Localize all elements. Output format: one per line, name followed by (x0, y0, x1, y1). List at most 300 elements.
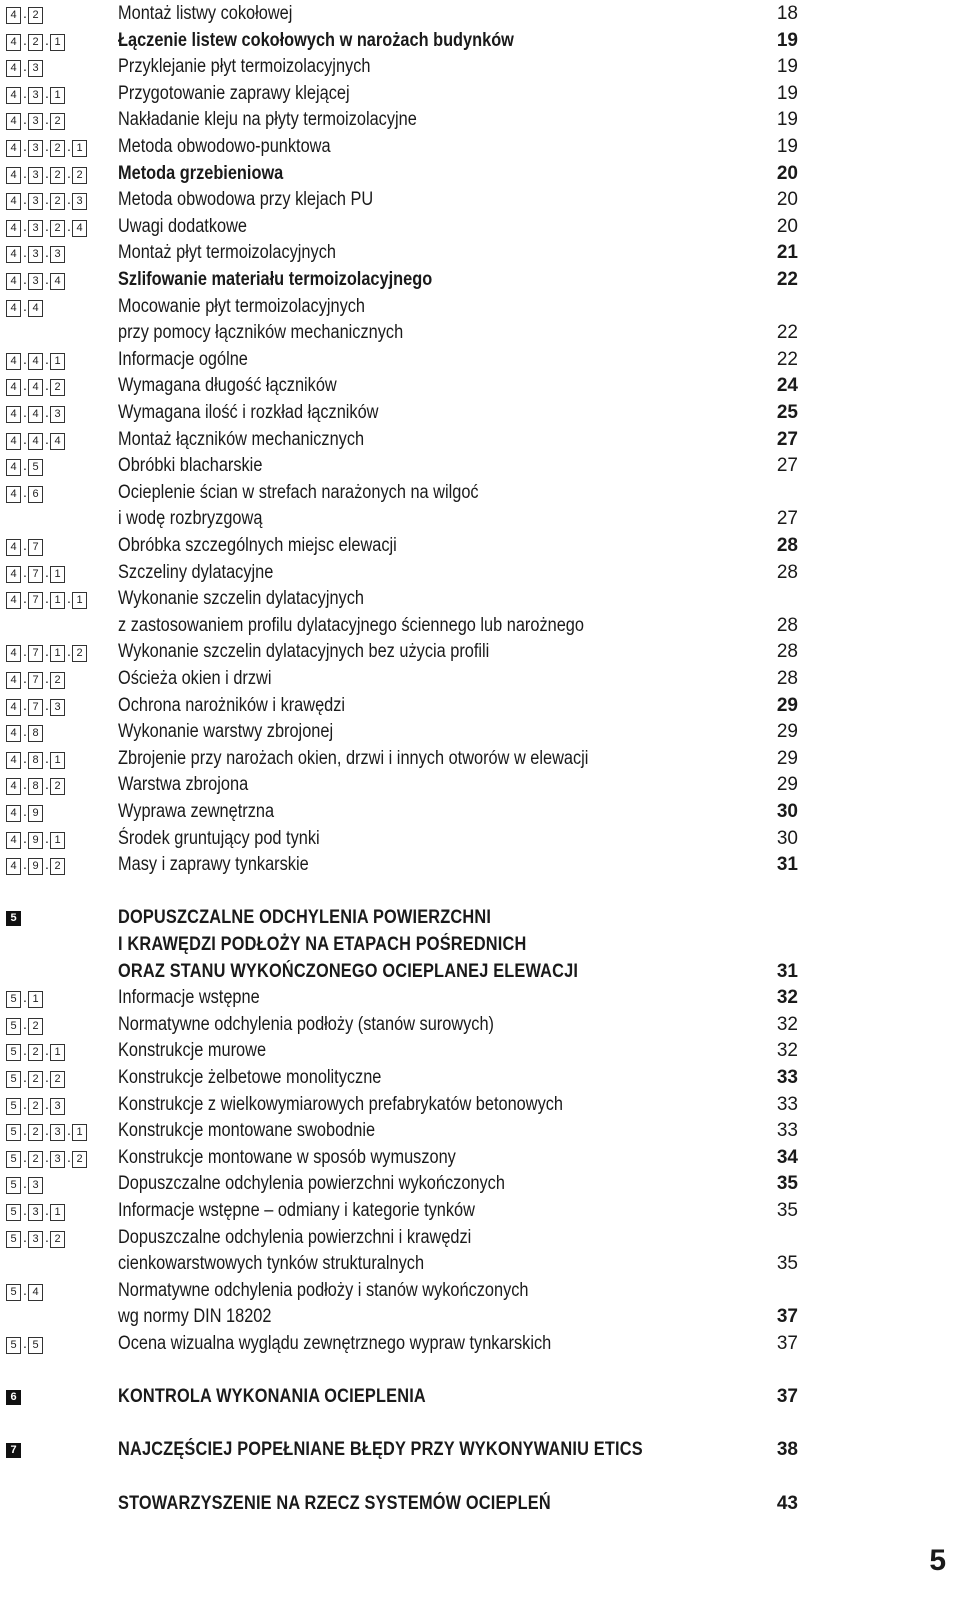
toc-number-digit: 2 (28, 1151, 43, 1168)
toc-number: 4 . 3 . 2 . 2 (6, 160, 88, 188)
toc-title: Informacje wstępne (118, 987, 260, 1008)
toc-number-digit: 7 (28, 672, 43, 689)
toc-number: 5 . 2 . 3 (6, 1091, 66, 1119)
toc-row (0, 1224, 960, 1251)
toc-number-digit: 5 (6, 1231, 21, 1248)
toc-page: 38 (776, 1439, 798, 1460)
toc-page: 32 (776, 1040, 798, 1061)
toc-row (0, 160, 960, 187)
toc-number-digit: 4 (6, 486, 21, 503)
toc-number-digit: 1 (50, 752, 65, 769)
toc-page: 28 (776, 562, 798, 583)
toc-number-digit: 2 (50, 1071, 65, 1088)
toc-title: Nakładanie kleju na płyty termoizolacyjne (118, 109, 417, 130)
toc-title: Normatywne odchylenia podłoży (stanów surowych) (118, 1014, 494, 1035)
toc-row (0, 479, 960, 506)
toc-number-digit: 2 (28, 1044, 43, 1061)
toc-number-digit: 5 (6, 1044, 21, 1061)
toc-page: 29 (776, 748, 798, 769)
toc-number-digit: 2 (72, 167, 87, 184)
toc-row (0, 1197, 960, 1224)
toc-title: Mocowanie płyt termoizolacyjnych (118, 296, 366, 317)
toc-number-digit: 3 (28, 246, 43, 263)
toc-row (0, 1330, 960, 1357)
toc-number-digit: 4 (6, 246, 21, 263)
toc-number-digit: 2 (50, 858, 65, 875)
toc-row (0, 559, 960, 586)
toc-number-digit: 5 (6, 1204, 21, 1221)
toc-page: 22 (776, 322, 798, 343)
toc-number-digit: 1 (50, 1044, 65, 1061)
toc-row (0, 372, 960, 399)
toc-number: 4 . 4 . 3 (6, 399, 66, 427)
toc-number: 4 . 3 . 2 . 3 (6, 186, 88, 214)
toc-title: Szlifowanie materiału termoizolacyjnego (118, 269, 433, 290)
toc-number-digit: 2 (28, 7, 43, 24)
toc-number-digit: 9 (28, 805, 43, 822)
toc-number-digit: 1 (50, 592, 65, 609)
toc-title: Informacje wstępne – odmiany i kategorie tynków (118, 1200, 475, 1221)
toc-row (0, 1250, 960, 1277)
toc-number-digit: 2 (50, 379, 65, 396)
toc-number-digit: 3 (28, 60, 43, 77)
toc-page: 19 (776, 56, 798, 77)
toc-title: Dopuszczalne odchylenia powierzchni wykończonych (118, 1173, 505, 1194)
toc-row (0, 239, 960, 266)
toc-page: 28 (776, 668, 798, 689)
toc-number-digit: 8 (28, 725, 43, 742)
toc-number-digit: 3 (50, 699, 65, 716)
toc-number-digit: 4 (6, 34, 21, 51)
toc-number: 4 . 7 . 3 (6, 692, 66, 720)
toc-number-digit: 7 (28, 539, 43, 556)
toc-number-digit: 8 (28, 778, 43, 795)
toc-page: 20 (776, 163, 798, 184)
toc-row (0, 1117, 960, 1144)
toc-chapter-row (0, 931, 960, 958)
toc-page: 31 (776, 854, 798, 875)
toc-number-digit: 4 (6, 752, 21, 769)
toc-number-digit: 5 (6, 1177, 21, 1194)
toc-title: Normatywne odchylenia podłoży i stanów wykończonych (118, 1280, 529, 1301)
toc-title: cienkowarstwowych tynków strukturalnych (118, 1253, 425, 1274)
toc-row (0, 266, 960, 293)
toc-title: Metoda obwodowo-punktowa (118, 136, 331, 157)
toc-title: Ościeża okien i drzwi (118, 668, 272, 689)
toc-title: Dopuszczalne odchylenia powierzchni i krawędzi (118, 1227, 472, 1248)
toc-number-digit: 4 (6, 167, 21, 184)
toc-title: Zbrojenie przy narożach okien, drzwi i innych otworów w elewacji (118, 748, 589, 769)
toc-page: 19 (776, 30, 798, 51)
toc-number-digit: 2 (72, 1151, 87, 1168)
toc-number-digit: 1 (72, 592, 87, 609)
toc-title: Montaż listwy cokołowej (118, 3, 293, 24)
toc-title: Szczeliny dylatacyjne (118, 562, 274, 583)
toc-row (0, 798, 960, 825)
toc-title: Wykonanie warstwy zbrojonej (118, 721, 334, 742)
toc-number-digit: 4 (6, 433, 21, 450)
toc-title: I KRAWĘDZI PODŁOŻY NA ETAPACH POŚREDNICH (118, 934, 527, 955)
toc-number-digit: 2 (28, 1098, 43, 1115)
toc-title: Obróbka szczególnych miejsc elewacji (118, 535, 397, 556)
toc-row (0, 505, 960, 532)
toc-title: wg normy DIN 18202 (118, 1306, 272, 1327)
toc-number-digit: 3 (50, 1124, 65, 1141)
toc-number-digit: 1 (50, 566, 65, 583)
toc-number: 4 . 7 . 1 . 1 (6, 585, 88, 613)
toc-page: 28 (776, 641, 798, 662)
toc-number-digit: 4 (6, 672, 21, 689)
toc-row (0, 984, 960, 1011)
toc-title: Wyprawa zewnętrzna (118, 801, 275, 822)
toc-number-digit: 3 (28, 193, 43, 210)
toc-page: 33 (776, 1067, 798, 1088)
toc-number-digit: 3 (28, 140, 43, 157)
toc-number: 5 . 2 . 1 (6, 1037, 66, 1065)
toc-number-digit: 9 (28, 832, 43, 849)
toc-number-digit: 3 (72, 193, 87, 210)
toc-title: NAJCZĘŚCIEJ POPEŁNIANE BŁĘDY PRZY WYKONYWANIU ETICS (118, 1439, 643, 1460)
toc-page: 37 (776, 1333, 798, 1354)
toc-number-digit: 4 (6, 7, 21, 24)
toc-number-digit: 4 (6, 220, 21, 237)
toc-number-digit: 4 (6, 140, 21, 157)
toc-number-digit: 4 (6, 832, 21, 849)
toc-number-digit: 3 (28, 1177, 43, 1194)
toc-number: 5 . 3 (6, 1170, 44, 1198)
toc-title: Środek gruntujący pod tynki (118, 828, 320, 849)
toc-number: 4 . 3 . 2 (6, 106, 66, 134)
toc-number: 5 . 4 (6, 1277, 44, 1305)
toc-number: 4 . 3 . 1 (6, 80, 66, 108)
toc-number-digit: 4 (6, 60, 21, 77)
toc-page: 35 (776, 1200, 798, 1221)
toc-number-digit: 1 (50, 832, 65, 849)
toc-page: 43 (776, 1493, 798, 1514)
toc-number-digit: 4 (6, 353, 21, 370)
toc-page: 28 (776, 535, 798, 556)
toc-number: 4 . 3 (6, 53, 44, 81)
toc-page: 33 (776, 1094, 798, 1115)
toc-number: 4 . 3 . 4 (6, 266, 66, 294)
toc-row (0, 638, 960, 665)
toc-page: 32 (776, 1014, 798, 1035)
toc-number (6, 1383, 21, 1410)
page-number: 5 (929, 1544, 946, 1577)
toc-title: KONTROLA WYKONANIA OCIEPLENIA (118, 1386, 426, 1407)
toc-number-digit: 1 (50, 353, 65, 370)
toc-title: Wymagana długość łączników (118, 375, 337, 396)
toc-number: 4 . 8 . 2 (6, 771, 66, 799)
toc-number-digit: 2 (28, 1018, 43, 1035)
toc-row (0, 186, 960, 213)
toc-number-digit: 4 (6, 193, 21, 210)
toc-number: 4 . 5 (6, 452, 44, 480)
toc-number-digit: 4 (6, 87, 21, 104)
toc-number-digit: 3 (28, 1204, 43, 1221)
toc-page: 19 (776, 136, 798, 157)
toc-page: 20 (776, 216, 798, 237)
toc-row (0, 1170, 960, 1197)
toc-title: i wodę rozbryzgową (118, 508, 263, 529)
toc-chapter-row (0, 958, 960, 985)
toc-number: 4 . 3 . 3 (6, 239, 66, 267)
toc-title: przy pomocy łączników mechanicznych (118, 322, 404, 343)
toc-number (6, 1436, 21, 1463)
toc-row (0, 585, 960, 612)
toc-number: 5 . 3 . 1 (6, 1197, 66, 1225)
toc-number-digit: 4 (6, 300, 21, 317)
toc-number: 4 . 7 . 1 . 2 (6, 638, 88, 666)
toc-title: Warstwa zbrojona (118, 774, 249, 795)
toc-page: 33 (776, 1120, 798, 1141)
toc-number-digit: 4 (6, 805, 21, 822)
toc-title: Wykonanie szczelin dylatacyjnych bez użycia profili (118, 641, 490, 662)
toc-title: ORAZ STANU WYKOŃCZONEGO OCIEPLANEJ ELEWACJI (118, 961, 579, 982)
toc-number: 4 . 4 . 4 (6, 426, 66, 454)
toc-number: 4 . 7 . 1 (6, 559, 66, 587)
toc-row (0, 1037, 960, 1064)
toc-number-digit: 3 (28, 87, 43, 104)
toc-number-digit: 2 (50, 193, 65, 210)
toc-row (0, 1144, 960, 1171)
toc-number-digit: 2 (50, 113, 65, 130)
toc-row (0, 426, 960, 453)
toc-title: Przyklejanie płyt termoizolacyjnych (118, 56, 371, 77)
toc-row (0, 1277, 960, 1304)
toc-chapter-row (0, 1383, 960, 1410)
toc-row (0, 851, 960, 878)
toc-number-digit: 1 (50, 34, 65, 51)
toc-number-digit: 7 (28, 592, 43, 609)
toc-title: Montaż łączników mechanicznych (118, 429, 365, 450)
toc-number-digit: 1 (50, 87, 65, 104)
toc-number-digit: 3 (28, 113, 43, 130)
toc-number-digit: 3 (28, 167, 43, 184)
toc-row (0, 718, 960, 745)
toc-number: 5 . 3 . 2 (6, 1224, 66, 1252)
toc-row (0, 452, 960, 479)
toc-row (0, 346, 960, 373)
toc-number-digit: 2 (28, 34, 43, 51)
toc-number-digit: 3 (28, 273, 43, 290)
toc-number-digit: 5 (28, 1337, 43, 1354)
toc-number-digit: 9 (28, 858, 43, 875)
toc-number-digit: 4 (28, 379, 43, 396)
toc-number: 4 . 7 . 2 (6, 665, 66, 693)
toc-number-digit: 4 (6, 725, 21, 742)
toc-number-digit: 8 (28, 752, 43, 769)
toc-title: Wymagana ilość i rozkład łączników (118, 402, 379, 423)
toc-row (0, 106, 960, 133)
toc-row (0, 1091, 960, 1118)
toc-number-digit: 1 (50, 645, 65, 662)
toc-row (0, 1303, 960, 1330)
toc-number-digit: 3 (50, 1151, 65, 1168)
toc-title: Ocena wizualna wyglądu zewnętrznego wypraw tynkarskich (118, 1333, 552, 1354)
toc-page: 22 (776, 349, 798, 370)
toc-row (0, 0, 960, 27)
toc-number: 4 . 2 (6, 0, 44, 28)
toc-number-digit: 5 (6, 1071, 21, 1088)
toc-number-digit: 7 (28, 566, 43, 583)
toc-title: Ochrona narożników i krawędzi (118, 695, 346, 716)
toc-number: 5 . 2 (6, 1011, 44, 1039)
toc-page: 27 (776, 508, 798, 529)
toc-page: 20 (776, 189, 798, 210)
toc-page: 19 (776, 83, 798, 104)
toc-row (0, 665, 960, 692)
toc-title: Konstrukcje montowane w sposób wymuszony (118, 1147, 456, 1168)
toc-number-digit: 4 (6, 539, 21, 556)
toc-number-digit: 1 (72, 140, 87, 157)
toc-number-digit: 4 (28, 300, 43, 317)
toc-row (0, 213, 960, 240)
toc-number-digit: 2 (50, 167, 65, 184)
toc-number: 4 . 4 (6, 293, 44, 321)
toc-row (0, 612, 960, 639)
toc-title: Wykonanie szczelin dylatacyjnych (118, 588, 364, 609)
toc-number: 4 . 9 (6, 798, 44, 826)
toc-number-digit: 3 (50, 246, 65, 263)
toc-number: 4 . 8 . 1 (6, 745, 66, 773)
toc-page: 30 (776, 828, 798, 849)
toc-number-digit: 4 (6, 858, 21, 875)
toc-number-digit: 4 (6, 566, 21, 583)
toc-title: Obróbki blacharskie (118, 455, 263, 476)
toc-number-digit: 4 (6, 273, 21, 290)
toc-number-digit: 4 (50, 433, 65, 450)
toc-number-digit: 1 (72, 1124, 87, 1141)
toc-number-digit: 1 (50, 1204, 65, 1221)
toc-number-digit: 5 (6, 1018, 21, 1035)
toc-row (0, 745, 960, 772)
toc-number-digit: 4 (28, 353, 43, 370)
toc-number-digit: 4 (28, 433, 43, 450)
toc-number (6, 904, 21, 931)
toc-chapter-row (0, 1490, 960, 1517)
toc-page: 34 (776, 1147, 798, 1168)
toc-page: 27 (776, 455, 798, 476)
toc-title: z zastosowaniem profilu dylatacyjnego ściennego lub narożnego (118, 615, 584, 636)
toc-number: 4 . 3 . 2 . 4 (6, 213, 88, 241)
toc-number-digit: 2 (50, 1231, 65, 1248)
toc-number-digit: 4 (28, 406, 43, 423)
toc-page: 37 (776, 1306, 798, 1327)
toc-number-digit: 4 (6, 699, 21, 716)
toc-page: 37 (776, 1386, 798, 1407)
toc-number-digit: 3 (50, 1098, 65, 1115)
toc-page: 18 (776, 3, 798, 24)
toc-number-digit: 4 (6, 778, 21, 795)
toc-number: 4 . 7 (6, 532, 44, 560)
toc-row (0, 825, 960, 852)
toc-number-digit: 5 (6, 1284, 21, 1301)
toc-number: 5 . 2 . 3 . 2 (6, 1144, 88, 1172)
toc-page: 29 (776, 721, 798, 742)
toc-number-digit: 4 (6, 379, 21, 396)
toc-chapter-row (0, 1436, 960, 1463)
toc-page: 32 (776, 987, 798, 1008)
toc-title: Informacje ogólne (118, 349, 248, 370)
toc-number: 4 . 2 . 1 (6, 27, 66, 55)
toc-title: Ocieplenie ścian w strefach narażonych na wilgoć (118, 482, 479, 503)
toc-number: 4 . 8 (6, 718, 44, 746)
toc-number-digit: 5 (28, 459, 43, 476)
toc-number-digit: 2 (50, 220, 65, 237)
toc-number-digit: 5 (6, 991, 21, 1008)
toc-title: DOPUSZCZALNE ODCHYLENIA POWIERZCHNI (118, 907, 492, 928)
toc-number-digit: 6 (28, 486, 43, 503)
toc-number-digit: 4 (50, 273, 65, 290)
toc-number-digit: 2 (50, 672, 65, 689)
toc-row (0, 1011, 960, 1038)
toc-number-digit: 4 (6, 592, 21, 609)
toc-page: 27 (776, 429, 798, 450)
toc-title: Konstrukcje żelbetowe monolityczne (118, 1067, 382, 1088)
toc-page: 21 (776, 242, 798, 263)
toc-page: 35 (776, 1253, 798, 1274)
toc-title: Metoda grzebieniowa (118, 163, 284, 184)
toc-number-digit: 4 (6, 406, 21, 423)
toc-title: Przygotowanie zaprawy klejącej (118, 83, 350, 104)
toc-page: 35 (776, 1173, 798, 1194)
toc-row (0, 1064, 960, 1091)
toc-number-digit: 1 (28, 991, 43, 1008)
toc-number: 5 . 5 (6, 1330, 44, 1358)
chapter-marker-icon: 6 (6, 1390, 21, 1405)
toc-number-digit: 3 (28, 1231, 43, 1248)
toc-number: 5 . 1 (6, 984, 44, 1012)
toc-chapter-row (0, 904, 960, 931)
toc-number-digit: 5 (6, 1098, 21, 1115)
toc-title: Konstrukcje z wielkowymiarowych prefabrykatów betonowych (118, 1094, 563, 1115)
toc-title: Łączenie listew cokołowych w narożach budynków (118, 30, 514, 51)
toc-number-digit: 3 (50, 406, 65, 423)
toc-number-digit: 4 (6, 645, 21, 662)
toc-row (0, 80, 960, 107)
chapter-marker-icon: 5 (6, 911, 21, 926)
toc-row (0, 27, 960, 54)
toc-page: 25 (776, 402, 798, 423)
toc-number: 5 . 2 . 3 . 1 (6, 1117, 88, 1145)
toc-title: Masy i zaprawy tynkarskie (118, 854, 309, 875)
toc-number-digit: 5 (6, 1337, 21, 1354)
toc-title: Metoda obwodowa przy klejach PU (118, 189, 374, 210)
toc-title: Montaż płyt termoizolacyjnych (118, 242, 336, 263)
toc-number-digit: 4 (6, 113, 21, 130)
toc-number-digit: 2 (72, 645, 87, 662)
toc-row (0, 293, 960, 320)
toc-page: 29 (776, 774, 798, 795)
toc-page: 24 (776, 375, 798, 396)
toc-number-digit: 4 (28, 1284, 43, 1301)
toc-number: 4 . 3 . 2 . 1 (6, 133, 88, 161)
toc-number-digit: 4 (6, 459, 21, 476)
toc-number-digit: 7 (28, 699, 43, 716)
toc-page: 30 (776, 801, 798, 822)
toc-row (0, 771, 960, 798)
toc-row (0, 133, 960, 160)
toc-row (0, 692, 960, 719)
toc-number-digit: 2 (28, 1071, 43, 1088)
toc-row (0, 532, 960, 559)
toc-number: 4 . 4 . 1 (6, 346, 66, 374)
toc-number-digit: 2 (50, 778, 65, 795)
toc-page: 28 (776, 615, 798, 636)
toc-page: 22 (776, 269, 798, 290)
toc-number: 5 . 2 . 2 (6, 1064, 66, 1092)
